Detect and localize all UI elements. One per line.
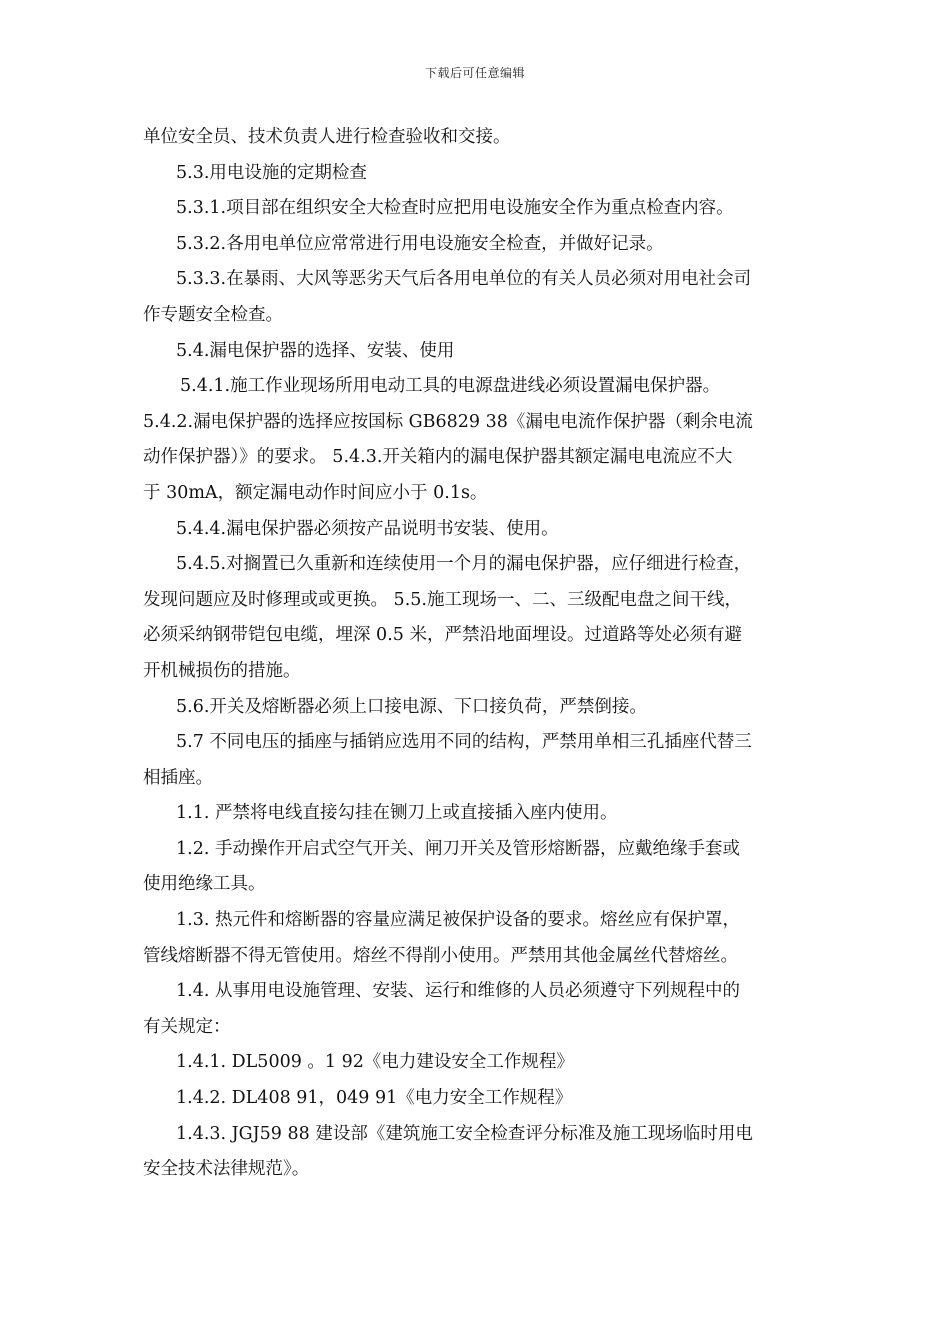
text-line: 使用绝缘工具。 <box>143 874 266 895</box>
text-line: 5.3.2.各用电单位应常常进行用电设施安全检查，并做好记录。 <box>176 233 664 254</box>
text-line: 5.7 不同电压的插座与插销应选用不同的结构，严禁用单相三孔插座代替三 <box>176 732 752 753</box>
text-line: 作专题安全检查。 <box>143 304 283 325</box>
text-line: 5.4.5.对搁置已久重新和连续使用一个月的漏电保护器，应仔细进行检查， <box>176 554 752 575</box>
text-line: 5.4.4.漏电保护器必须按产品说明书安装、使用。 <box>176 518 559 539</box>
text-line: 5.6.开关及熔断器必须上口接电源、下口接负荷，严禁倒接。 <box>176 696 647 717</box>
text-line: 必须采纳钢带铠包电缆，埋深 0.5 米，严禁沿地面埋设。过道路等处必须有避 <box>143 625 742 646</box>
text-line: 1.3. 热元件和熔断器的容量应满足被保护设备的要求。熔丝应有保护罩， <box>176 910 740 931</box>
text-line: 相插座。 <box>143 767 213 788</box>
text-line: 管线熔断器不得无管使用。熔丝不得削小使用。严禁用其他金属丝代替熔丝。 <box>143 945 738 966</box>
text-line: 开机械损伤的措施。 <box>143 660 301 681</box>
text-line: 于 30mA，额定漏电动作时间应小于 0.1s。 <box>143 482 488 503</box>
text-line: 5.3.用电设施的定期检查 <box>176 162 367 183</box>
text-line: 有关规定： <box>143 1016 231 1037</box>
text-line: 5.4.2.漏电保护器的选择应按国标 GB6829 38《漏电电流作保护器（剩余电流 <box>143 411 753 432</box>
text-line: 1.2. 手动操作开启式空气开关、闸刀开关及管形熔断器，应戴绝缘手套或 <box>176 838 740 859</box>
text-line: 单位安全员、技术负责人进行检查验收和交接。 <box>143 127 511 147</box>
text-line: 安全技术法律规范》。 <box>143 1159 310 1180</box>
text-line: 5.4.漏电保护器的选择、安装、使用 <box>176 340 455 361</box>
page-header: 下载后可任意编辑 <box>424 66 525 80</box>
document-body <box>143 120 809 1188</box>
text-line: 5.3.1.项目部在组织安全大检查时应把用电设施安全作为重点检查内容。 <box>176 198 734 219</box>
text-line: 发现问题应及时修理或或更换。 5.5.施工现场一、二、三级配电盘之间干线， <box>143 589 742 610</box>
text-line: 动作保护器）》的要求。 5.4.3.开关箱内的漏电保护器其额定漏电电流应不大 <box>143 447 733 468</box>
text-line: 1.4.3. JGJ59 88 建设部《建筑施工安全检查评分标准及施工现场临时用电 <box>176 1123 753 1144</box>
text-line: 1.1. 严禁将电线直接勾挂在铡刀上或直接插入座内使用。 <box>176 803 618 824</box>
text-line: 1.4. 从事用电设施管理、安装、运行和维修的人员必须遵守下列规程中的 <box>176 981 740 1002</box>
text-line: 5.4.1.施工作业现场所用电动工具的电源盘进线必须设置漏电保护器。 <box>180 376 721 397</box>
text-line: 5.3.3.在暴雨、大风等恶劣天气后各用电单位的有关人员必须对用电社会司 <box>176 269 752 290</box>
text-line: 1.4.2. DL408 91，049 91《电力安全工作规程》 <box>176 1088 573 1109</box>
text-line: 1.4.1. DL5009 。1 92《电力建设安全工作规程》 <box>176 1052 574 1073</box>
